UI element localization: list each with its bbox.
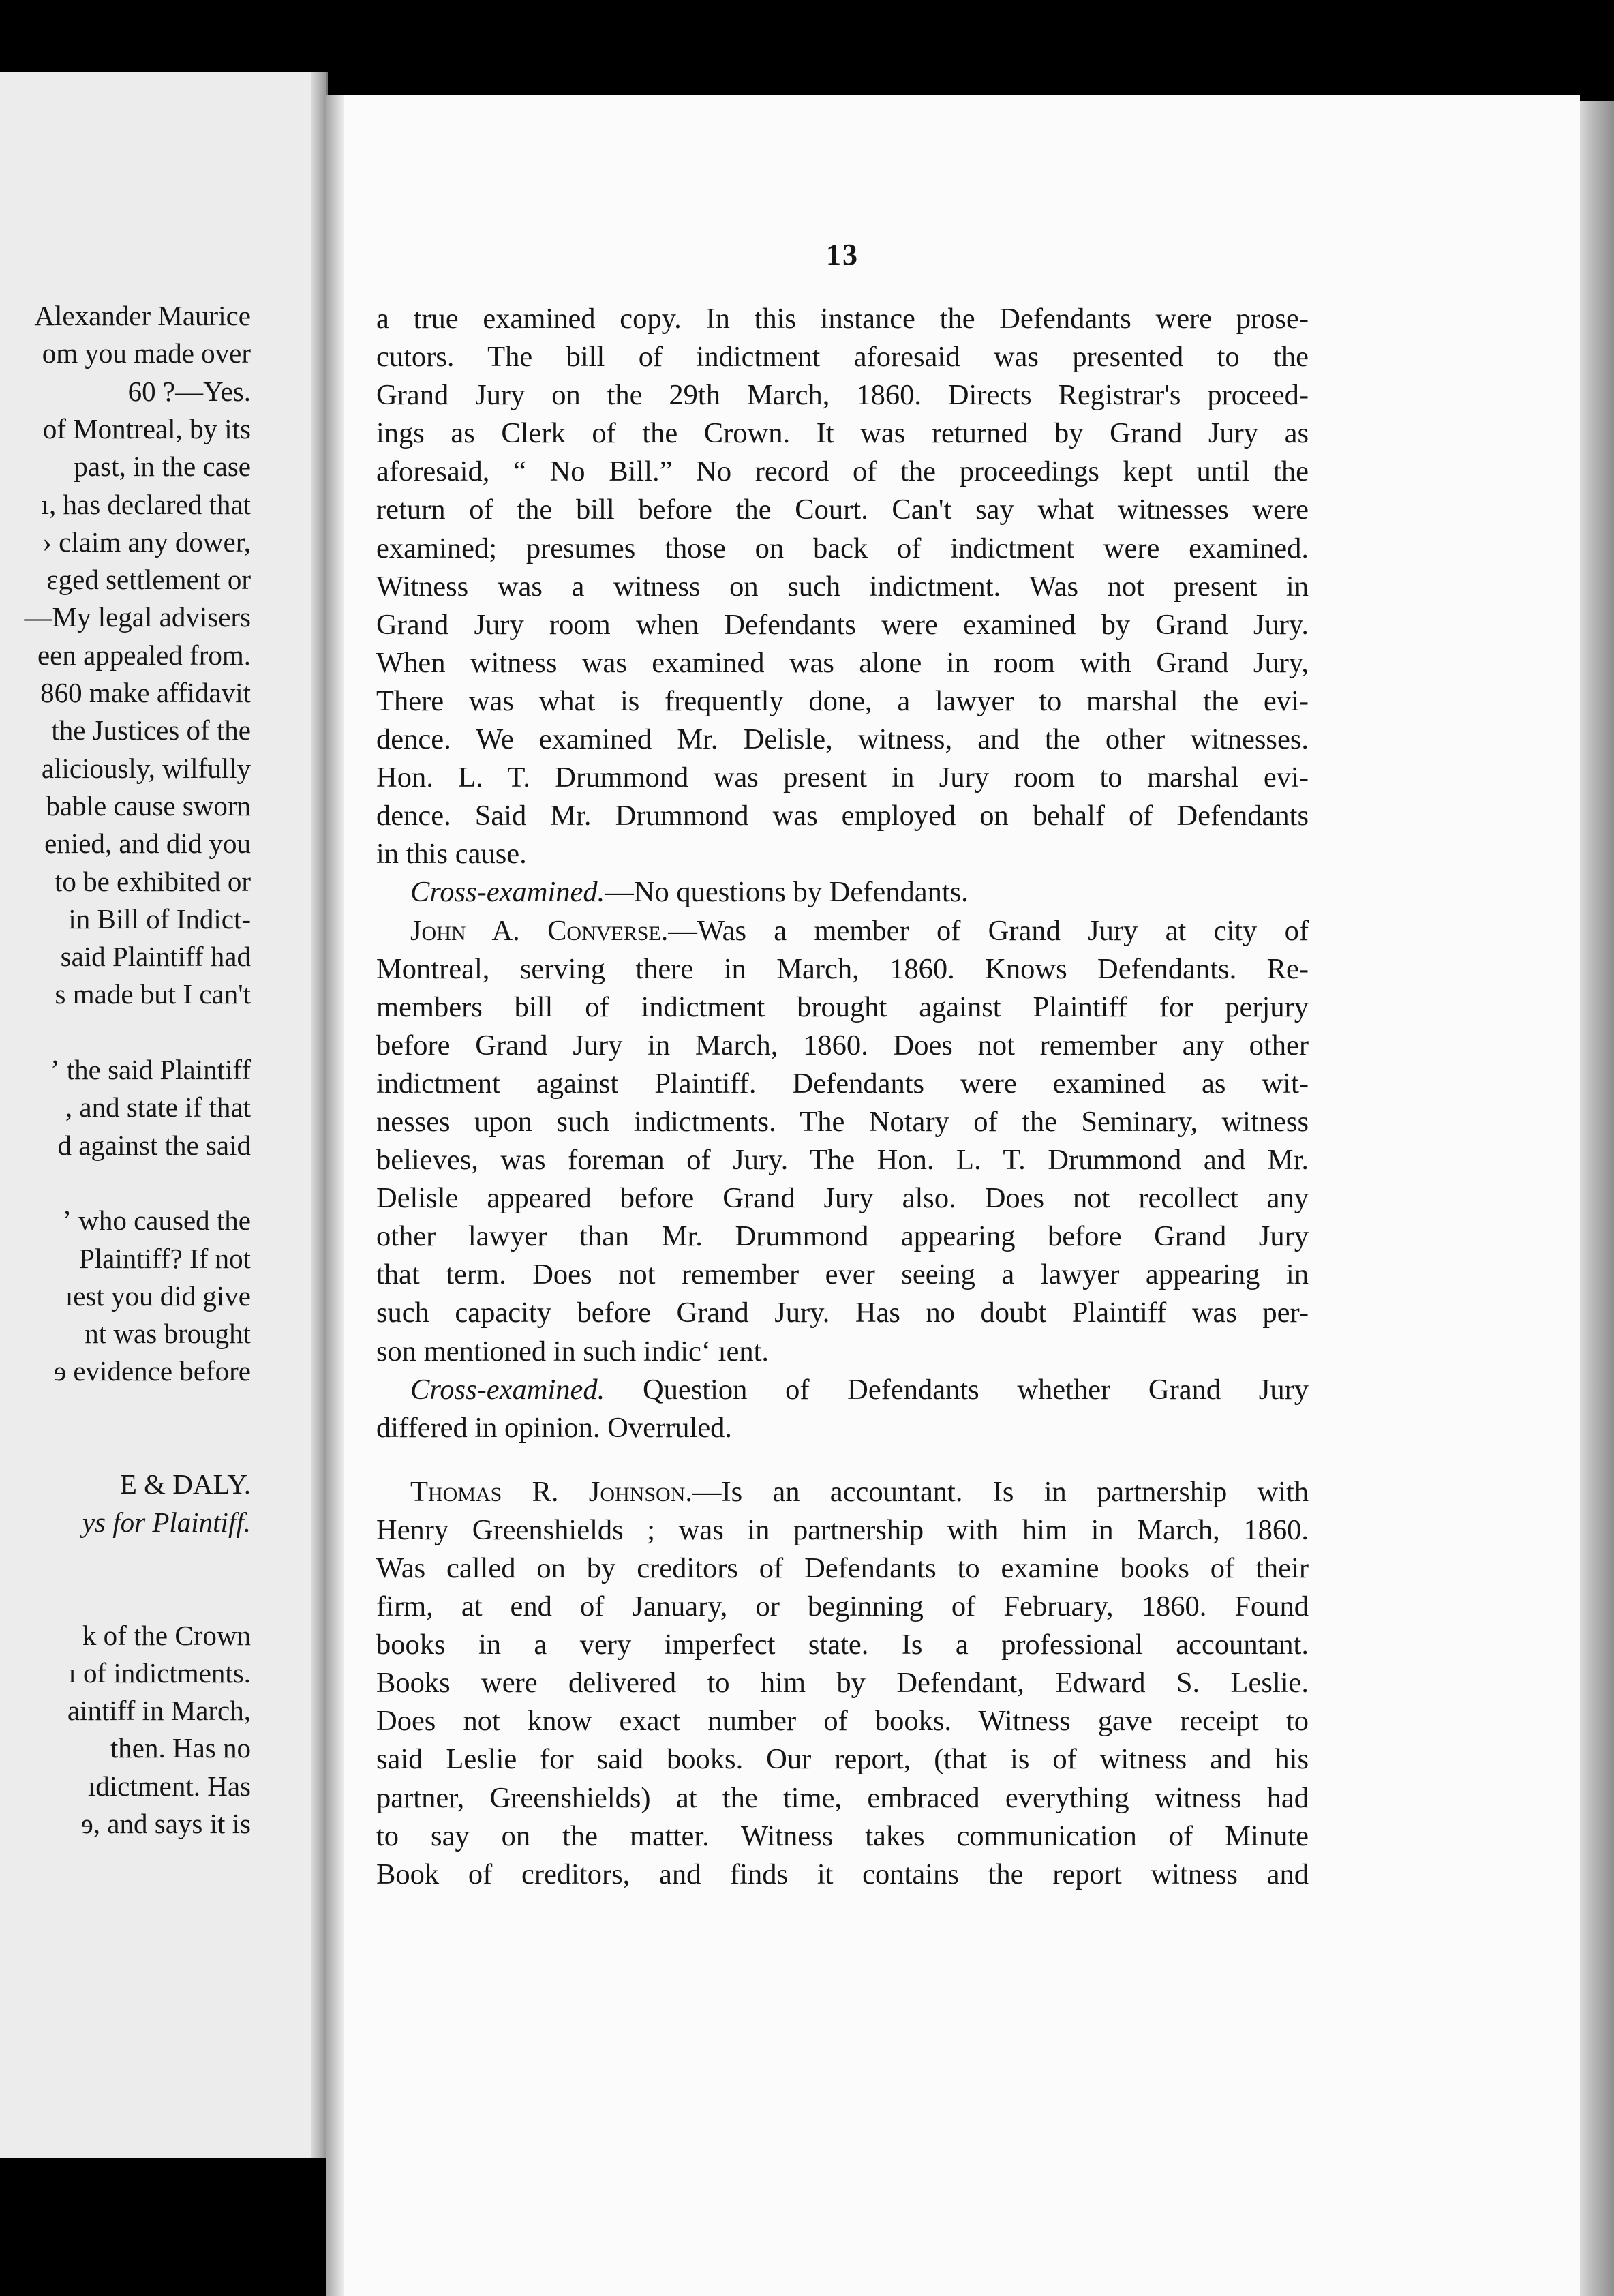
left-page-line: ıdictment. Has [87,1770,251,1802]
witness-name: Thomas R. Johnson. [410,1475,692,1508]
text-line [376,912,1309,950]
left-page-line: k of the Crown [82,1619,251,1651]
text-line [376,835,1309,873]
text-line [376,1779,1309,1817]
text-line-content: books in a very imperfect state. Is a professional accountant. [376,1629,1309,1661]
text-line [376,721,1309,759]
left-page [0,72,328,2158]
text-line [376,1702,1309,1740]
text-line-content: cutors. The bill of indictment aforesaid was presented to the [376,341,1309,374]
text-line-content: ings as Clerk of the Crown. It was returned by Grand Jury as [376,417,1309,450]
left-page-line: of Montreal, by its [42,412,251,444]
text-line-content: partner, Greenshields) at the time, embraced everything witness had [376,1781,1309,1814]
text-line [376,491,1309,529]
text-line [376,682,1309,721]
left-page-line: said Plaintiff had [60,941,251,973]
text-line-content: Grand Jury room when Defendants were examined by Grand Jury. [376,608,1309,641]
left-page-line: s made but I can't [55,978,251,1010]
text-line-content: members bill of indictment brought against Plaintiff for perjury [376,991,1309,1023]
text-line [376,1141,1309,1179]
text-line [376,453,1309,491]
body-text [376,300,1309,1894]
text-line-content: Was called on by creditors of Defendants to examine books of their [376,1552,1309,1584]
text-line-content: dence. Said Mr. Drummond was employed on behalf of Defendants [376,800,1309,832]
left-page-line: ʼ the said Plaintiff [50,1054,251,1085]
text-line [376,1371,1309,1409]
left-page-line: om you made over [42,337,251,369]
text-line [376,873,1309,911]
left-page-line: E & DALY. [119,1468,251,1500]
text-line-content: Book of creditors, and finds it contains the report witness and [376,1858,1309,1890]
left-page-line: , and state if that [65,1091,251,1123]
text-line-content: a true examined copy. In this instance the Defendants were prose- [376,303,1309,335]
text-line-content: There was what is frequently done, a lawyer to marshal the evi- [376,684,1309,717]
left-page-line: 60 ?—Yes. [127,375,251,407]
text-line [376,606,1309,644]
left-page-line: 860 make affidavit [40,677,251,708]
text-line-content: before Grand Jury in March, 1860. Does not remember any other [376,1029,1309,1061]
left-page-line: to be exhibited or [54,865,251,897]
text-line-content: Books were delivered to him by Defendant, Edward S. Leslie. [376,1667,1309,1700]
text-line [376,1409,1309,1447]
text-line [376,568,1309,606]
left-page-line: d against the said [57,1129,251,1161]
text-line [376,1218,1309,1256]
left-page-line: in Bill of Indict- [68,903,251,935]
text-line-content: Witness was a witness on such indictment. Was not present in [376,570,1309,603]
text-line-content: nesses upon such indictments. The Notary of the Seminary, witness [376,1105,1309,1138]
left-page-line: Alexander Maurice [34,300,251,331]
left-page-line: aliciously, wilfully [41,752,251,784]
left-page-line: bable cause sworn [46,789,251,821]
text-line-content: Grand Jury on the 29th March, 1860. Directs Registrar's proceed- [376,379,1309,412]
left-page-line: ɘ, and says it is [80,1808,251,1839]
text-line [376,300,1309,338]
left-page-gutter-shadow [311,72,326,2158]
text-line-content: —Was a member of Grand Jury at city of [668,914,1309,947]
text-line-content: Hon. L. T. Drummond was present in Jury room to marshal evi- [376,761,1309,794]
left-page-line: ʼ who caused the [62,1205,251,1237]
text-line-content: Henry Greenshields ; was in partnership with him in March, 1860. [376,1513,1309,1546]
text-line-content: son mentioned in such indic‘ ıent. [376,1335,770,1368]
left-page-line: the Justices of the [51,714,251,746]
text-line [376,414,1309,453]
text-line-content: other lawyer than Mr. Drummond appearing before Grand Jury [376,1220,1309,1253]
text-line-content: dence. We examined Mr. Delisle, witness, and the other witnesses. [376,723,1309,756]
left-page-line: ıest you did give [65,1280,251,1312]
text-line [376,1065,1309,1103]
text-line [376,338,1309,376]
text-line-content: return of the bill before the Court. Can't say what witnesses were [376,494,1309,526]
text-line [376,376,1309,414]
text-line-content: that term. Does not remember ever seeing a lawyer appearing in [376,1258,1309,1291]
text-line-content: When witness was examined was alone in room with Grand Jury, [376,646,1309,679]
text-line [376,1856,1309,1894]
text-line-content: Question of Defendants whether Grand Jury [605,1373,1309,1406]
text-line [376,759,1309,797]
text-line [376,530,1309,568]
text-line [376,1473,1309,1511]
text-line [376,1550,1309,1588]
text-line [376,950,1309,988]
text-line-content: firm, at end of January, or beginning of February, 1860. Found [376,1590,1309,1623]
left-page-line: enied, and did you [44,828,251,860]
text-line [376,1294,1309,1332]
left-page-line: past, in the case [74,451,251,483]
text-line [376,1588,1309,1626]
cross-examined-label: Cross-examined. [410,1373,605,1406]
text-line-content: —No questions by Defendants. [605,876,969,909]
left-page-line: ɛged settlement or [46,564,251,596]
cross-examined-label: Cross-examined. [410,876,605,909]
text-line-content: aforesaid, “ No Bill.” No record of the proceedings kept until the [376,455,1309,488]
text-line-content: Does not know exact number of books. Witness gave receipt to [376,1705,1309,1738]
text-line [376,1179,1309,1218]
text-line-content: believes, was foreman of Jury. The Hon. L. T. Drummond and Mr. [376,1144,1309,1177]
text-line [376,1027,1309,1065]
left-page-line: ı, has declared that [41,488,251,520]
left-page-line: Plaintiff? If not [78,1242,251,1274]
left-page-line: ı of indictments. [68,1657,251,1689]
left-page-line: nt was brought [85,1318,251,1350]
text-line [376,644,1309,682]
left-page-line: een appealed from. [37,639,251,671]
text-line [376,1664,1309,1702]
text-line [376,1626,1309,1664]
text-line [376,1817,1309,1856]
text-line-content: Montreal, serving there in March, 1860. Knows Defendants. Re- [376,952,1309,985]
witness-name: John A. Converse. [410,914,669,947]
text-line [376,1256,1309,1294]
text-line-content: differed in opinion. Overruled. [376,1411,733,1444]
page-edge [1580,101,1614,2296]
text-line-content: examined; presumes those on back of indictment were examined. [376,532,1309,564]
page-number: 13 [826,238,859,271]
right-page-fold-shadow [326,95,344,2296]
text-line [376,797,1309,835]
text-line-content: in this cause. [376,838,527,871]
left-page-line: aintiff in March, [67,1695,251,1727]
text-line-content: indictment against Plaintiff. Defendants were examined as wit- [376,1067,1309,1100]
text-line-content: such capacity before Grand Jury. Has no doubt Plaintiff was per- [376,1297,1309,1329]
text-line [376,1103,1309,1141]
text-line-content: said Leslie for said books. Our report, (that is of witness and his [376,1743,1309,1776]
text-line-content: —Is an accountant. Is in partnership with [692,1475,1309,1508]
left-page-line: ɘ evidence before [53,1355,251,1387]
text-line [376,1333,1309,1371]
left-page-line: then. Has no [110,1732,251,1764]
left-page-line: › claim any dower, [42,526,251,558]
text-line [376,1740,1309,1779]
text-line-content: Delisle appeared before Grand Jury also. Does not recollect any [376,1182,1309,1215]
left-page-line: —My legal advisers [24,601,251,633]
text-line-content: to say on the matter. Witness takes communication of Minute [376,1819,1309,1852]
text-line [376,1511,1309,1550]
text-line [376,988,1309,1027]
left-page-line: ys for Plaintiff. [82,1506,251,1538]
